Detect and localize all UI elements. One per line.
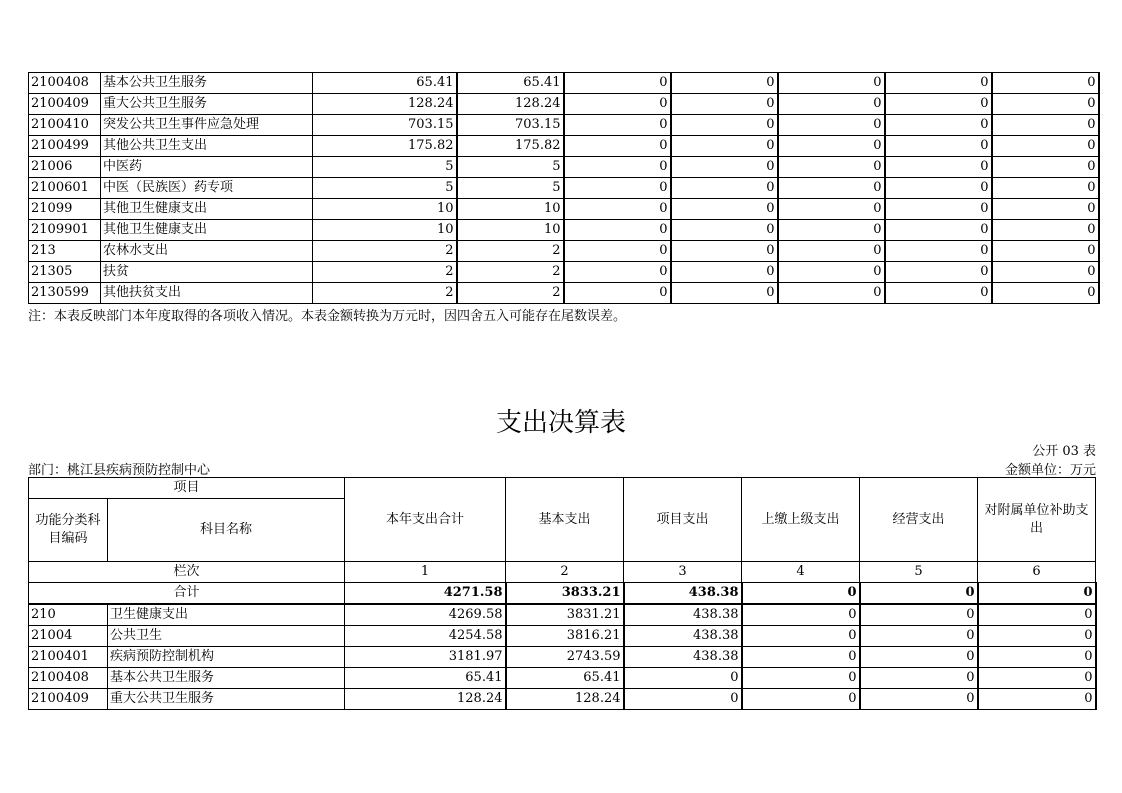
row-value: 0 — [564, 73, 671, 94]
row-value: 65.41 — [313, 73, 457, 94]
page-title: 支出决算表 — [495, 408, 626, 438]
row-name: 疾病预防控制机构 — [108, 647, 345, 668]
row-value: 0 — [860, 689, 978, 710]
row-name: 其他卫生健康支出 — [101, 199, 313, 220]
header-col-3: 项目支出 — [624, 478, 742, 562]
row-name: 基本公共卫生服务 — [108, 668, 345, 689]
seq-5: 5 — [860, 562, 978, 583]
row-value: 0 — [671, 94, 778, 115]
header-col-1: 本年支出合计 — [345, 478, 506, 562]
row-value: 0 — [992, 178, 1099, 199]
row-value: 703.15 — [313, 115, 457, 136]
row-name: 其他卫生健康支出 — [101, 220, 313, 241]
row-code: 2100499 — [29, 136, 101, 157]
row-value: 0 — [885, 283, 992, 304]
row-value: 0 — [742, 668, 860, 689]
row-name: 重大公共卫生服务 — [101, 94, 313, 115]
row-value: 0 — [564, 94, 671, 115]
row-code: 2109901 — [29, 220, 101, 241]
table-row — [29, 689, 1096, 710]
row-value: 0 — [978, 689, 1096, 710]
table-row — [29, 241, 1099, 262]
row-value: 5 — [457, 157, 564, 178]
row-value: 0 — [885, 136, 992, 157]
row-value: 2 — [313, 283, 457, 304]
row-name: 中医药 — [101, 157, 313, 178]
row-name: 扶贫 — [101, 262, 313, 283]
total-label: 合计 — [29, 583, 345, 605]
row-value: 0 — [671, 262, 778, 283]
row-value: 0 — [992, 262, 1099, 283]
row-value: 0 — [564, 262, 671, 283]
total-value: 0 — [978, 583, 1096, 605]
row-value: 0 — [885, 199, 992, 220]
row-value: 0 — [564, 220, 671, 241]
row-value: 0 — [742, 689, 860, 710]
row-value: 0 — [742, 604, 860, 626]
row-code: 21006 — [29, 157, 101, 178]
row-value: 175.82 — [313, 136, 457, 157]
row-code: 210 — [29, 604, 108, 626]
row-value: 0 — [978, 604, 1096, 626]
row-value: 3816.21 — [506, 626, 624, 647]
row-code: 21099 — [29, 199, 101, 220]
row-name: 突发公共卫生事件应急处理 — [101, 115, 313, 136]
row-value: 0 — [885, 262, 992, 283]
row-value: 0 — [624, 689, 742, 710]
row-value: 0 — [860, 604, 978, 626]
table-row — [29, 157, 1099, 178]
row-value: 10 — [313, 199, 457, 220]
row-value: 10 — [457, 199, 564, 220]
row-value: 3831.21 — [506, 604, 624, 626]
expenditure-table — [28, 477, 1097, 710]
row-value: 65.41 — [345, 668, 506, 689]
row-value: 2 — [313, 241, 457, 262]
row-value: 0 — [671, 283, 778, 304]
table-row — [29, 94, 1099, 115]
row-name: 其他扶贫支出 — [101, 283, 313, 304]
row-value: 0 — [778, 157, 885, 178]
total-value: 438.38 — [624, 583, 742, 605]
row-code: 2100601 — [29, 178, 101, 199]
unit-label: 金额单位：万元 — [1004, 463, 1096, 478]
row-value: 0 — [778, 241, 885, 262]
table-row — [29, 136, 1099, 157]
row-code: 2100408 — [29, 668, 108, 689]
row-value: 0 — [992, 157, 1099, 178]
header-item: 项目 — [29, 478, 345, 499]
row-value: 0 — [671, 115, 778, 136]
row-value: 0 — [564, 199, 671, 220]
row-value: 438.38 — [624, 604, 742, 626]
row-value: 0 — [860, 647, 978, 668]
header-code-col: 功能分类科目编码 — [29, 499, 108, 562]
row-value: 0 — [778, 262, 885, 283]
row-value: 2 — [313, 262, 457, 283]
row-value: 128.24 — [313, 94, 457, 115]
row-value: 0 — [885, 115, 992, 136]
table-row — [29, 73, 1099, 94]
table-row — [29, 626, 1096, 647]
table-row — [29, 283, 1099, 304]
row-value: 0 — [885, 178, 992, 199]
row-value: 0 — [778, 136, 885, 157]
header-col-4: 上缴上级支出 — [742, 478, 860, 562]
row-value: 0 — [992, 94, 1099, 115]
seq-label: 栏次 — [29, 562, 345, 583]
row-code: 21004 — [29, 626, 108, 647]
row-code: 2100409 — [29, 689, 108, 710]
row-name: 中医（民族医）药专项 — [101, 178, 313, 199]
row-value: 0 — [671, 199, 778, 220]
total-value: 0 — [742, 583, 860, 605]
row-name: 公共卫生 — [108, 626, 345, 647]
seq-1: 1 — [345, 562, 506, 583]
top-continuation-table — [28, 72, 1100, 304]
row-value: 10 — [313, 220, 457, 241]
header-col-2: 基本支出 — [506, 478, 624, 562]
row-value: 4269.58 — [345, 604, 506, 626]
table-row — [29, 604, 1096, 626]
row-value: 0 — [564, 157, 671, 178]
row-value: 0 — [885, 94, 992, 115]
row-value: 128.24 — [457, 94, 564, 115]
row-value: 438.38 — [624, 626, 742, 647]
row-value: 175.82 — [457, 136, 564, 157]
table-note: 注：本表反映部门本年度取得的各项收入情况。本表金额转换为万元时，因四舍五入可能存在尾数误差。 — [28, 309, 627, 324]
row-value: 2743.59 — [506, 647, 624, 668]
total-row — [29, 583, 1096, 605]
row-value: 0 — [992, 220, 1099, 241]
row-value: 0 — [885, 157, 992, 178]
row-value: 0 — [860, 668, 978, 689]
seq-6: 6 — [978, 562, 1096, 583]
row-code: 2100410 — [29, 115, 101, 136]
row-code: 2130599 — [29, 283, 101, 304]
row-value: 0 — [564, 136, 671, 157]
row-value: 0 — [564, 115, 671, 136]
row-value: 0 — [978, 668, 1096, 689]
seq-2: 2 — [506, 562, 624, 583]
row-value: 0 — [992, 199, 1099, 220]
row-value: 0 — [885, 220, 992, 241]
row-value: 0 — [885, 241, 992, 262]
row-name: 卫生健康支出 — [108, 604, 345, 626]
row-value: 10 — [457, 220, 564, 241]
seq-3: 3 — [624, 562, 742, 583]
table-row — [29, 647, 1096, 668]
row-value: 0 — [778, 199, 885, 220]
row-value: 0 — [624, 668, 742, 689]
total-value: 4271.58 — [345, 583, 506, 605]
row-name: 农林水支出 — [101, 241, 313, 262]
form-code: 公开 03 表 — [1032, 444, 1096, 459]
table-row — [29, 668, 1096, 689]
row-value: 0 — [671, 178, 778, 199]
row-name: 基本公共卫生服务 — [101, 73, 313, 94]
row-value: 0 — [671, 241, 778, 262]
table-row — [29, 199, 1099, 220]
header-col-5: 经营支出 — [860, 478, 978, 562]
table-row — [29, 262, 1099, 283]
row-value: 0 — [742, 626, 860, 647]
row-code: 2100408 — [29, 73, 101, 94]
row-value: 5 — [313, 178, 457, 199]
row-value: 0 — [742, 647, 860, 668]
table-row — [29, 178, 1099, 199]
row-value: 0 — [671, 73, 778, 94]
row-value: 0 — [978, 626, 1096, 647]
row-value: 5 — [313, 157, 457, 178]
row-value: 0 — [671, 157, 778, 178]
row-value: 0 — [564, 283, 671, 304]
row-value: 3181.97 — [345, 647, 506, 668]
row-value: 0 — [778, 73, 885, 94]
row-value: 0 — [978, 647, 1096, 668]
row-code: 2100401 — [29, 647, 108, 668]
row-value: 0 — [564, 178, 671, 199]
table-row — [29, 220, 1099, 241]
row-value: 703.15 — [457, 115, 564, 136]
row-value: 4254.58 — [345, 626, 506, 647]
row-code: 213 — [29, 241, 101, 262]
seq-4: 4 — [742, 562, 860, 583]
row-value: 0 — [671, 220, 778, 241]
row-value: 0 — [778, 178, 885, 199]
row-value: 0 — [860, 626, 978, 647]
row-value: 0 — [778, 115, 885, 136]
row-value: 0 — [992, 73, 1099, 94]
row-value: 2 — [457, 241, 564, 262]
row-value: 2 — [457, 283, 564, 304]
total-value: 0 — [860, 583, 978, 605]
row-value: 5 — [457, 178, 564, 199]
row-value: 0 — [778, 94, 885, 115]
row-value: 0 — [992, 136, 1099, 157]
row-value: 0 — [564, 241, 671, 262]
total-value: 3833.21 — [506, 583, 624, 605]
row-value: 0 — [885, 73, 992, 94]
row-value: 65.41 — [457, 73, 564, 94]
row-value: 2 — [457, 262, 564, 283]
row-name: 其他公共卫生支出 — [101, 136, 313, 157]
row-name: 重大公共卫生服务 — [108, 689, 345, 710]
row-value: 128.24 — [506, 689, 624, 710]
header-name-col: 科目名称 — [108, 499, 345, 562]
row-value: 0 — [992, 241, 1099, 262]
row-value: 128.24 — [345, 689, 506, 710]
row-value: 0 — [778, 283, 885, 304]
department-label: 部门：桃江县疾病预防控制中心 — [28, 463, 211, 478]
row-value: 0 — [992, 115, 1099, 136]
row-value: 438.38 — [624, 647, 742, 668]
header-col-6: 对附属单位补助支出 — [978, 478, 1096, 562]
row-value: 0 — [671, 136, 778, 157]
row-value: 0 — [992, 283, 1099, 304]
row-value: 65.41 — [506, 668, 624, 689]
row-code: 2100409 — [29, 94, 101, 115]
row-value: 0 — [778, 220, 885, 241]
table-row — [29, 115, 1099, 136]
row-code: 21305 — [29, 262, 101, 283]
